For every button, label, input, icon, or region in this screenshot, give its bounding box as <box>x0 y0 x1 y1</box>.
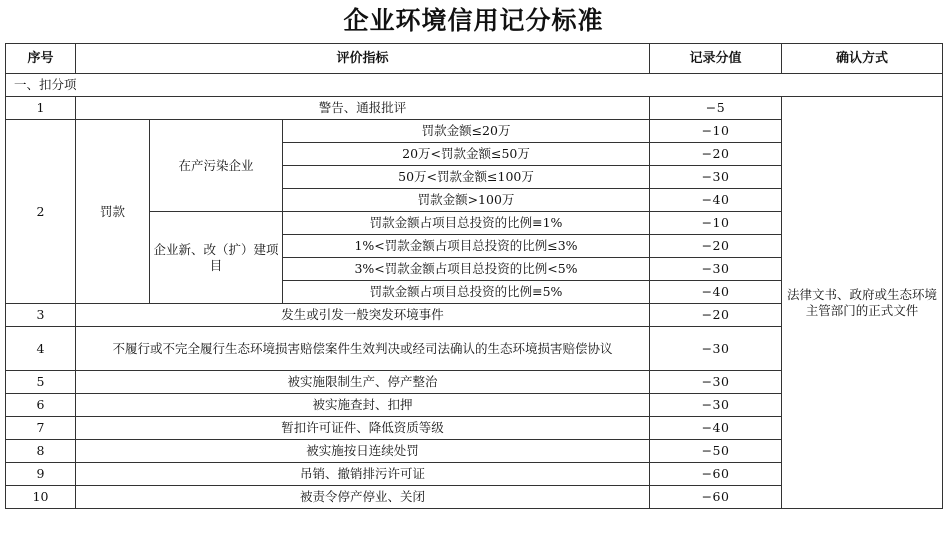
penalty-item: 20万<罚款金额≤50万 <box>283 143 650 166</box>
penalty-item: 3%<罚款金额占项目总投资的比例<5% <box>283 258 650 281</box>
confirm-method-cell: 法律文书、政府或生态环境主管部门的正式文件 <box>782 97 943 509</box>
row-score: −60 <box>650 463 782 486</box>
row-score: −30 <box>650 394 782 417</box>
row-score: −50 <box>650 440 782 463</box>
row-seq: 5 <box>6 371 76 394</box>
penalty-item: 罚款金额≤20万 <box>283 120 650 143</box>
row-indicator: 发生或引发一般突发环境事件 <box>76 304 650 327</box>
row-score: −30 <box>650 166 782 189</box>
row-seq: 4 <box>6 327 76 371</box>
row-score: −10 <box>650 212 782 235</box>
row-indicator: 吊销、撤销排污许可证 <box>76 463 650 486</box>
penalty-item: 1%<罚款金额占项目总投资的比例≤3% <box>283 235 650 258</box>
row-seq: 2 <box>6 120 76 304</box>
row-indicator: 被实施查封、扣押 <box>76 394 650 417</box>
header-seq: 序号 <box>6 44 76 74</box>
penalty-group-name: 在产污染企业 <box>150 120 283 212</box>
section-row <box>6 74 943 97</box>
header-score: 记录分值 <box>650 44 782 74</box>
row-indicator: 被责令停产停业、关闭 <box>76 486 650 509</box>
row-score: −30 <box>650 371 782 394</box>
row-seq: 7 <box>6 417 76 440</box>
page-title: 企业环境信用记分标准 <box>343 6 604 35</box>
row-seq: 1 <box>6 97 76 120</box>
header-indicator: 评价指标 <box>76 44 650 74</box>
row-indicator: 被实施限制生产、停产整治 <box>76 371 650 394</box>
row-seq: 8 <box>6 440 76 463</box>
row-score: −60 <box>650 486 782 509</box>
row-indicator: 暂扣许可证件、降低资质等级 <box>76 417 650 440</box>
section-title: 一、扣分项 <box>6 74 943 97</box>
row-indicator: 被实施按日连续处罚 <box>76 440 650 463</box>
row-seq: 3 <box>6 304 76 327</box>
header-confirm: 确认方式 <box>782 44 943 74</box>
row-score: −40 <box>650 417 782 440</box>
penalty-category: 罚款 <box>76 120 150 304</box>
row-seq: 10 <box>6 486 76 509</box>
row-score: −20 <box>650 304 782 327</box>
row-score: −10 <box>650 120 782 143</box>
table-header-row <box>6 44 943 74</box>
row-score: −40 <box>650 281 782 304</box>
row-score: −20 <box>650 143 782 166</box>
penalty-item: 50万<罚款金额≤100万 <box>283 166 650 189</box>
penalty-item: 罚款金额占项目总投资的比例≡5% <box>283 281 650 304</box>
penalty-item: 罚款金额>100万 <box>283 189 650 212</box>
penalty-group-name: 企业新、改（扩）建项目 <box>150 212 283 304</box>
row-score: −30 <box>650 327 782 371</box>
row-seq: 6 <box>6 394 76 417</box>
row-indicator: 警告、通报批评 <box>76 97 650 120</box>
row-seq: 9 <box>6 463 76 486</box>
row-score: −30 <box>650 258 782 281</box>
table-row <box>6 97 943 120</box>
row-score: −40 <box>650 189 782 212</box>
row-indicator: 不履行或不完全履行生态环境损害赔偿案件生效判决或经司法确认的生态环境损害赔偿协议 <box>76 327 650 371</box>
credit-score-table <box>5 43 943 509</box>
penalty-item: 罚款金额占项目总投资的比例≡1% <box>283 212 650 235</box>
row-score: −20 <box>650 235 782 258</box>
row-score: −5 <box>650 97 782 120</box>
